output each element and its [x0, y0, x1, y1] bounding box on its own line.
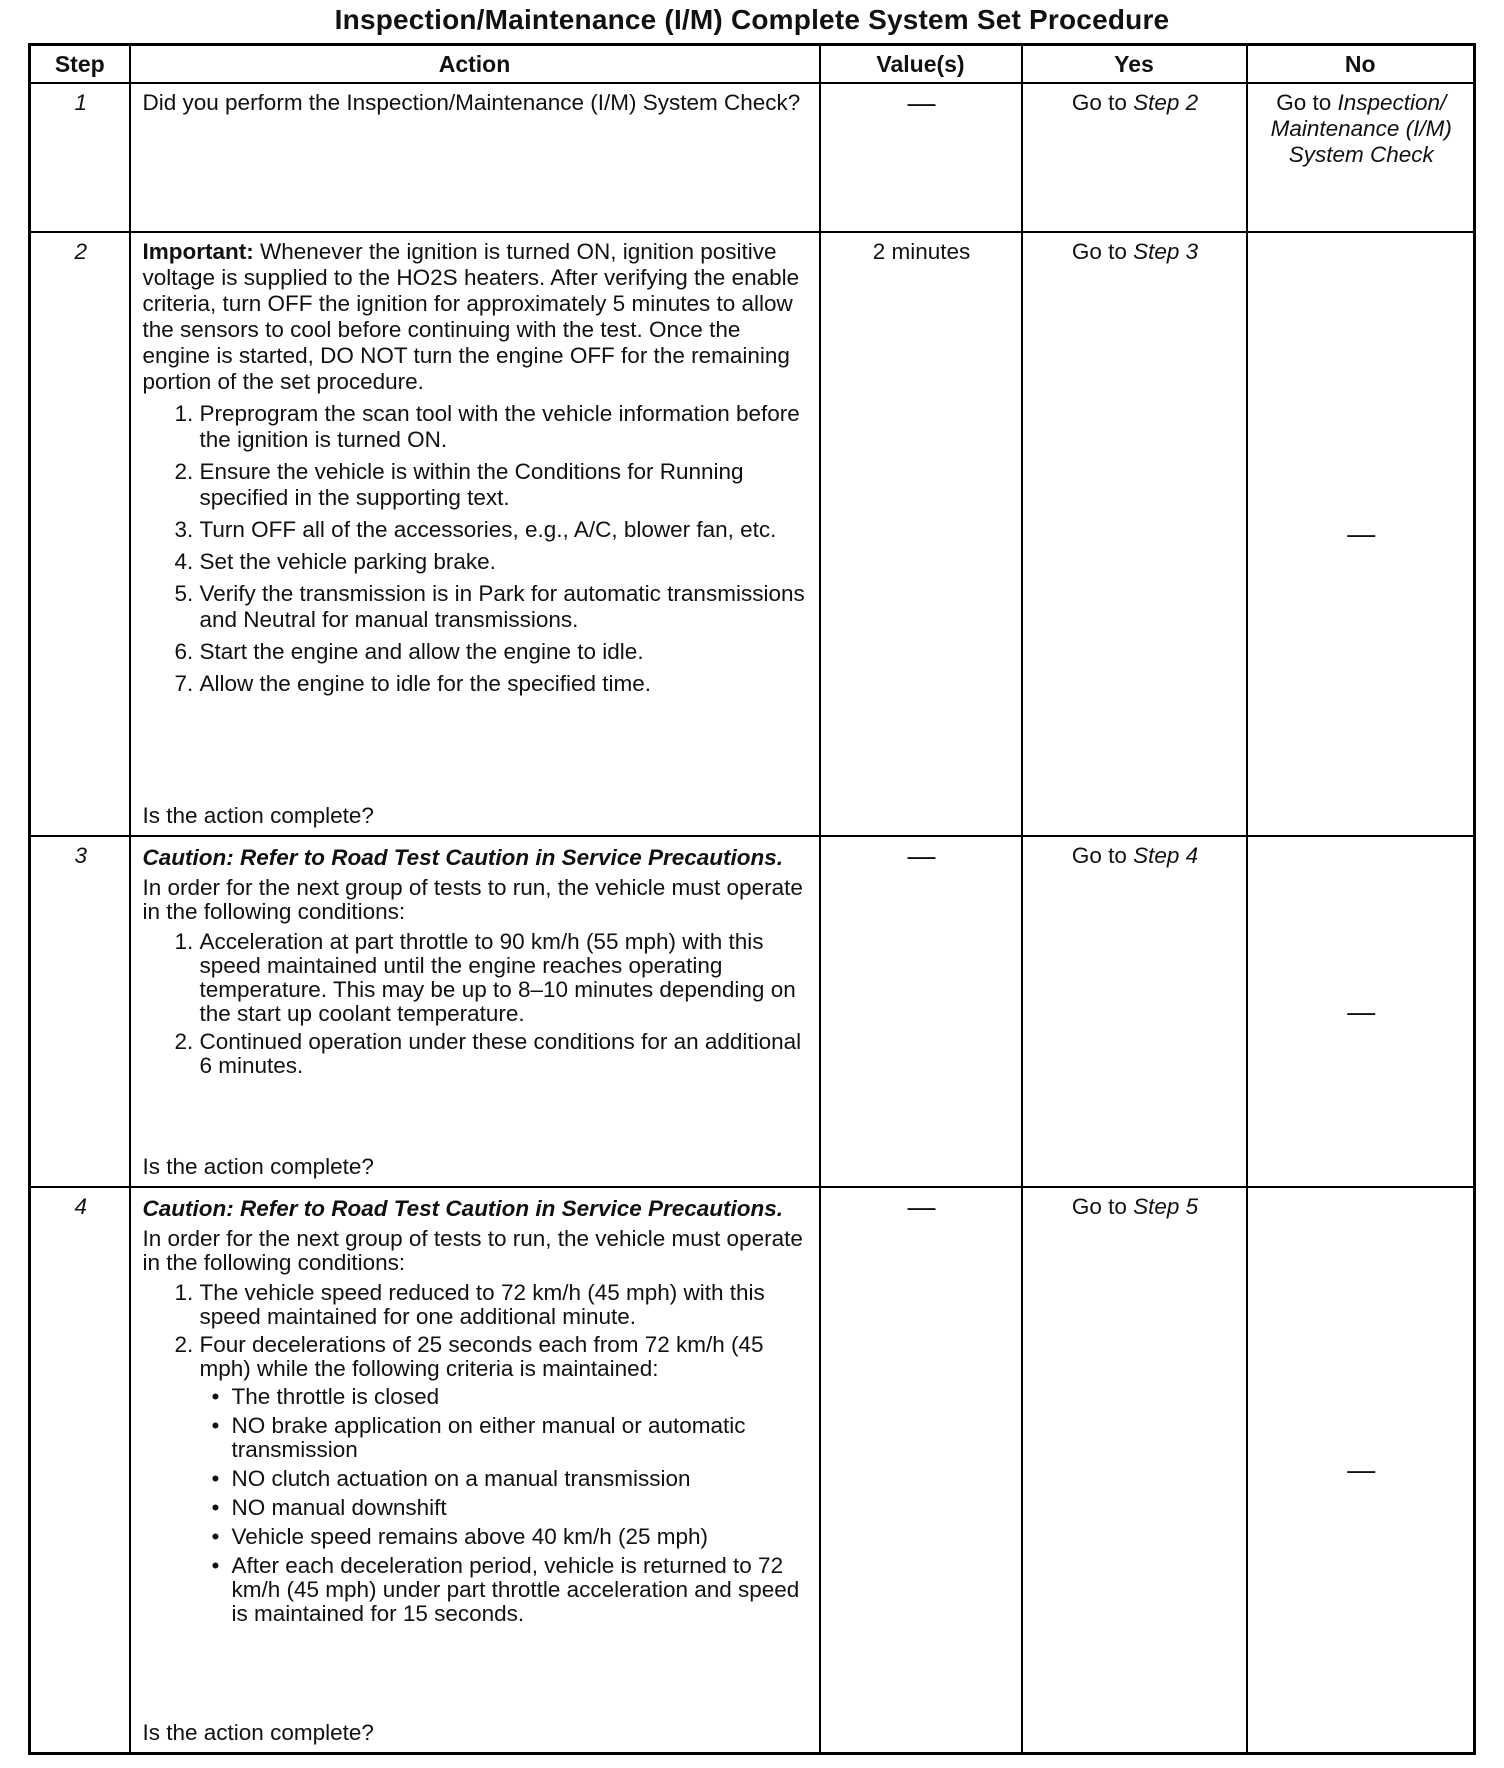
list-item: 7. Allow the engine to idle for the specified time.	[200, 671, 809, 697]
yes-prefix: Go to	[1071, 239, 1127, 264]
step-number: 2	[30, 232, 130, 836]
no-prefix: Go to	[1276, 90, 1332, 115]
column-header-step: Step	[30, 45, 130, 84]
no-cell	[1247, 232, 1475, 836]
yes-cell	[1022, 232, 1247, 836]
value-text: 2 minutes	[872, 239, 971, 264]
step-list	[143, 930, 809, 1078]
bullet-item: • After each deceleration period, vehicle is returned to 72 km/h (45 mph) under part throttle acceleration and speed is maintained for 15 seconds.	[232, 1554, 809, 1626]
yes-step-link[interactable]: Step 4	[1133, 843, 1199, 868]
list-item	[200, 1333, 809, 1626]
bullet-item: • NO brake application on either manual or automatic transmission	[232, 1414, 809, 1462]
step-number: 1	[30, 83, 130, 232]
column-header-yes: Yes	[1022, 45, 1247, 84]
value-cell	[820, 1187, 1022, 1754]
table-header-row	[30, 45, 1475, 84]
list-item-text: Four decelerations of 25 seconds each from 72 km/h (45 mph) while the following criteria is maintained:	[199, 1332, 764, 1381]
step-list	[143, 401, 809, 697]
value-text: —	[907, 87, 936, 118]
list-item: 2. Ensure the vehicle is within the Conditions for Running specified in the supporting text.	[200, 459, 809, 511]
action-text: Did you perform the Inspection/Maintenance (I/M) System Check?	[142, 90, 801, 115]
list-item: 6. Start the engine and allow the engine to idle.	[200, 639, 809, 665]
yes-cell	[1022, 836, 1247, 1187]
yes-prefix: Go to	[1071, 843, 1127, 868]
step-number: 3	[30, 836, 130, 1187]
list-item: 1. Preprogram the scan tool with the vehicle information before the ignition is turned ON.	[200, 401, 809, 453]
no-target-link[interactable]: Inspection/ Maintenance (I/M) System Check	[1270, 90, 1452, 167]
list-item: 4. Set the vehicle parking brake.	[200, 549, 809, 575]
table-row	[30, 232, 1475, 836]
no-text: —	[1347, 995, 1376, 1027]
step-list	[143, 1281, 809, 1626]
action-cell	[130, 83, 820, 232]
column-header-no: No	[1247, 45, 1475, 84]
no-cell	[1247, 1187, 1475, 1754]
action-cell	[130, 836, 820, 1187]
page-title: Inspection/Maintenance (I/M) Complete System Set Procedure	[334, 4, 1170, 35]
table-row	[30, 83, 1475, 232]
value-cell	[820, 836, 1022, 1187]
bullet-item: • NO clutch actuation on a manual transmission	[232, 1467, 809, 1491]
important-text: Whenever the ignition is turned ON, ignition positive voltage is supplied to the HO2S heaters. After verifying the enable criteria, turn OFF the ignition for approximately 5 minutes to allow the sensors to cool before continuing with the test. Once the engine is started, DO NOT turn the engine OFF for the remaining portion of the set procedure.	[142, 239, 800, 394]
table-row	[30, 1187, 1475, 1754]
action-cell	[130, 1187, 820, 1754]
important-label: Important:	[142, 239, 254, 264]
bullet-item: • The throttle is closed	[232, 1385, 809, 1409]
yes-prefix: Go to	[1071, 90, 1127, 115]
list-item: 1. The vehicle speed reduced to 72 km/h (45 mph) with this speed maintained for one additional minute.	[200, 1281, 809, 1329]
yes-cell	[1022, 83, 1247, 232]
bullet-item: • Vehicle speed remains above 40 km/h (25 mph)	[232, 1525, 809, 1549]
value-cell	[820, 232, 1022, 836]
yes-step-link[interactable]: Step 3	[1133, 239, 1199, 264]
value-text: —	[907, 840, 936, 871]
yes-prefix: Go to	[1071, 1194, 1127, 1219]
column-header-action: Action	[130, 45, 820, 84]
bullet-item: • NO manual downshift	[232, 1496, 809, 1520]
caution-text: Caution: Refer to Road Test Caution in Service Precautions.	[142, 845, 784, 870]
value-cell	[820, 83, 1022, 232]
intro-text: In order for the next group of tests to run, the vehicle must operate in the following conditions:	[142, 1226, 803, 1275]
column-header-values: Value(s)	[820, 45, 1022, 84]
criteria-list	[200, 1385, 809, 1626]
value-text: —	[907, 1191, 936, 1222]
list-item: 2. Continued operation under these conditions for an additional 6 minutes.	[200, 1030, 809, 1078]
question-text: Is the action complete?	[142, 1154, 374, 1179]
yes-cell	[1022, 1187, 1247, 1754]
no-cell	[1247, 836, 1475, 1187]
caution-text: Caution: Refer to Road Test Caution in Service Precautions.	[142, 1196, 784, 1221]
action-cell	[130, 232, 820, 836]
table-row	[30, 836, 1475, 1187]
no-cell	[1247, 83, 1475, 232]
step-number: 4	[30, 1187, 130, 1754]
question-text: Is the action complete?	[142, 1720, 374, 1745]
procedure-table	[28, 43, 1476, 1755]
question-text: Is the action complete?	[142, 803, 374, 828]
important-note	[143, 239, 809, 395]
no-text: —	[1347, 518, 1376, 549]
list-item: 5. Verify the transmission is in Park for automatic transmissions and Neutral for manual transmissions.	[200, 581, 809, 633]
yes-step-link[interactable]: Step 5	[1133, 1194, 1199, 1219]
no-text: —	[1347, 1454, 1376, 1485]
intro-text: In order for the next group of tests to run, the vehicle must operate in the following conditions:	[142, 875, 803, 924]
list-item: 1. Acceleration at part throttle to 90 km/h (55 mph) with this speed maintained until the engine reaches operating temperature. This may be up to 8–10 minutes depending on the start up coolant temperature.	[200, 930, 809, 1026]
yes-step-link[interactable]: Step 2	[1133, 90, 1199, 115]
list-item: 3. Turn OFF all of the accessories, e.g., A/C, blower fan, etc.	[200, 517, 809, 543]
